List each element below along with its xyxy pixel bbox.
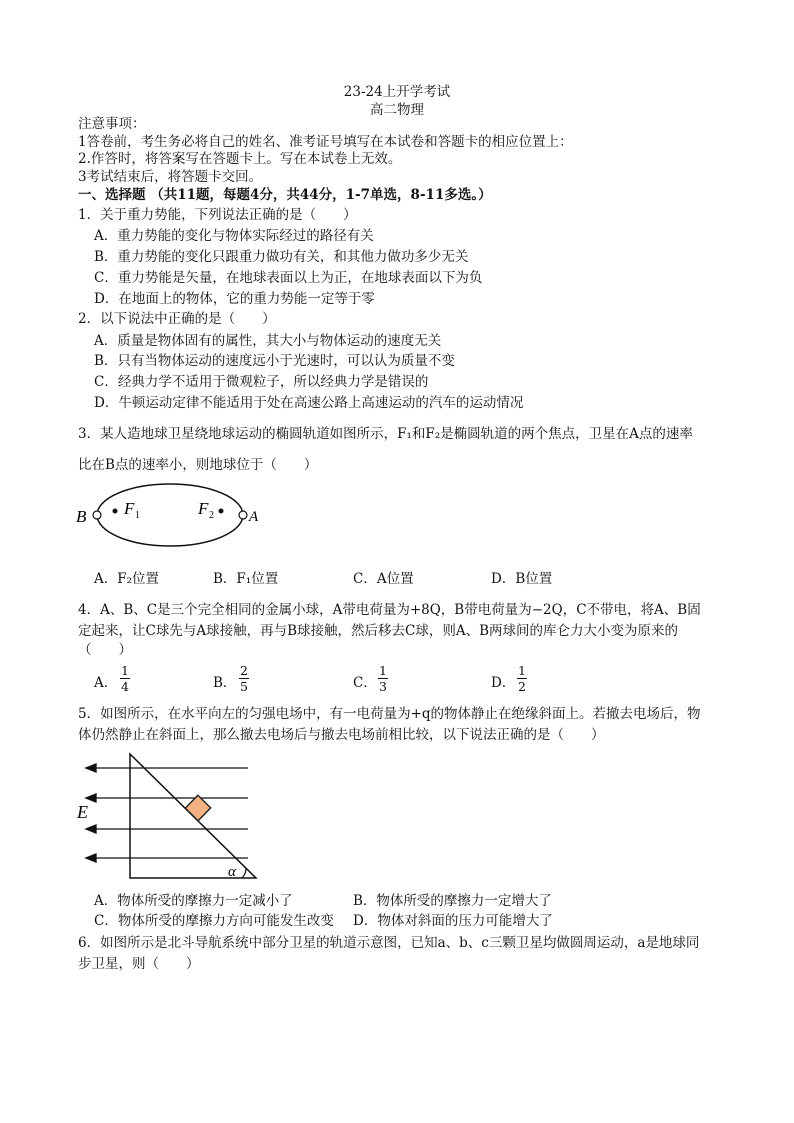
question-3-option-b: B．F₁位置 — [213, 571, 279, 587]
fraction-numerator: 1 — [379, 663, 387, 678]
fraction-numerator: 1 — [121, 663, 129, 678]
fraction-denominator: 4 — [121, 679, 129, 694]
question-1-option-a: A．重力势能的变化与物体实际经过的路径有关 — [94, 228, 374, 244]
question-4-option-d-letter: D． — [491, 675, 516, 691]
question-4-option-b-fraction — [239, 664, 249, 693]
label-b: B — [76, 507, 87, 526]
question-3-option-c: C．A位置 — [353, 571, 414, 587]
question-4-option-c-letter: C． — [353, 675, 377, 691]
question-4-stem-line-3: （ ） — [78, 642, 132, 658]
field-lines — [86, 764, 248, 862]
question-4-option-d-fraction — [517, 664, 527, 693]
question-5-option-b: B．物体所受的摩擦力一定增大了 — [353, 893, 552, 909]
fraction-denominator: 3 — [379, 679, 387, 694]
exam-subtitle: 高二物理 — [370, 102, 424, 118]
note-item-3: 3考试结束后，将答题卡交回。 — [78, 169, 263, 185]
question-1-option-c: C．重力势能是矢量，在地球表面以上为正，在地球表面以下为负 — [94, 270, 483, 286]
point-a-marker — [239, 511, 247, 519]
question-5-stem-line-1: 5．如图所示，在水平向左的匀强电场中，有一电荷量为+q的物体静止在绝缘斜面上。若撤去电场后，物 — [78, 706, 701, 722]
question-3-option-d: D．B位置 — [491, 571, 553, 587]
notes-heading: 注意事项： — [78, 116, 146, 132]
question-1-option-b: B．重力势能的变化只跟重力做功有关，和其他力做功多少无关 — [94, 249, 469, 265]
question-2-option-b: B．只有当物体运动的速度远小于光速时，可以认为质量不变 — [94, 353, 455, 369]
label-f1-sub: 1 — [135, 510, 140, 521]
orbit-ellipse — [97, 484, 243, 546]
focus-f2-dot — [219, 509, 224, 514]
question-5-option-a: A．物体所受的摩擦力一定减小了 — [94, 893, 293, 909]
exam-title: 23-24上开学考试 — [343, 84, 451, 100]
question-1-option-d: D．在地面上的物体，它的重力势能一定等于零 — [94, 291, 375, 307]
label-alpha: α — [228, 864, 236, 880]
question-4-stem-line-1: 4．A、B、C是三个完全相同的金属小球，A带电荷量为+8Q，B带电荷量为−2Q，C不带电，将A、B固 — [78, 602, 701, 618]
label-f2: F — [198, 499, 209, 518]
label-e: E — [77, 802, 88, 822]
question-2-option-d: D．牛顿运动定律不能适用于处在高速公路上高速运动的汽车的运动情况 — [94, 395, 524, 411]
point-b-marker — [93, 511, 101, 519]
label-f2-sub: 2 — [209, 510, 214, 521]
fraction-denominator: 5 — [240, 679, 248, 694]
question-5-option-c: C．物体所受的摩擦力方向可能发生改变 — [94, 913, 334, 929]
incline-field-figure — [74, 750, 260, 882]
question-4-option-a-letter: A． — [94, 675, 118, 691]
question-2-option-c: C．经典力学不适用于微观粒子，所以经典力学是错误的 — [94, 374, 429, 390]
fraction-numerator: 1 — [518, 663, 526, 678]
question-4-stem-line-2: 定起来，让C球先与A球接触，再与B球接触，然后移去C球，则A、B两球间的库仑力大小变为原来的 — [78, 623, 678, 639]
charged-block — [185, 795, 210, 820]
ellipse-orbit-figure — [74, 482, 274, 552]
angle-arc — [242, 868, 246, 878]
question-4-option-a-fraction — [120, 664, 130, 693]
fraction-numerator: 2 — [240, 663, 248, 678]
question-2-option-a: A．质量是物体固有的属性，其大小与物体运动的速度无关 — [94, 333, 442, 349]
question-5-stem-line-2: 体仍然静止在斜面上，那么撤去电场后与撤去电场前相比较，以下说法正确的是（ ） — [78, 727, 605, 743]
focus-f1-dot — [113, 509, 118, 514]
fraction-denominator: 2 — [518, 679, 526, 694]
question-3-stem-line-2: 比在B点的速率小，则地球位于（ ） — [78, 457, 318, 473]
question-3-option-a: A．F₂位置 — [94, 571, 160, 587]
note-item-1: 1答卷前，考生务必将自己的姓名、准考证号填写在本试卷和答题卡的相应位置上： — [78, 134, 573, 150]
label-a: A — [249, 509, 259, 525]
question-5-option-d: D．物体对斜面的压力可能增大了 — [353, 913, 553, 929]
question-1-stem: 1．关于重力势能，下列说法正确的是（ ） — [78, 207, 357, 223]
question-4-option-c-fraction — [378, 664, 388, 693]
question-3-stem-line-1: 3．某人造地球卫星绕地球运动的椭圆轨道如图所示，F₁和F₂是椭圆轨道的两个焦点，卫星在A点的速率 — [78, 426, 693, 442]
question-6-stem-line-1: 6．如图所示是北斗导航系统中部分卫星的轨道示意图，已知a、b、c三颗卫星均做圆周运动，a是地球同 — [78, 935, 700, 951]
note-item-2: 2.作答时，将答案写在答题卡上。写在本试卷上无效。 — [78, 151, 402, 167]
section-title: 一、选择题 （共11题，每题4分，共44分，1-7单选，8-11多选。） — [78, 187, 492, 203]
question-6-stem-line-2: 步卫星，则（ ） — [78, 956, 200, 972]
question-4-option-b-letter: B． — [213, 675, 237, 691]
label-f1: F — [124, 499, 135, 518]
question-2-stem: 2．以下说法中正确的是（ ） — [78, 311, 276, 327]
